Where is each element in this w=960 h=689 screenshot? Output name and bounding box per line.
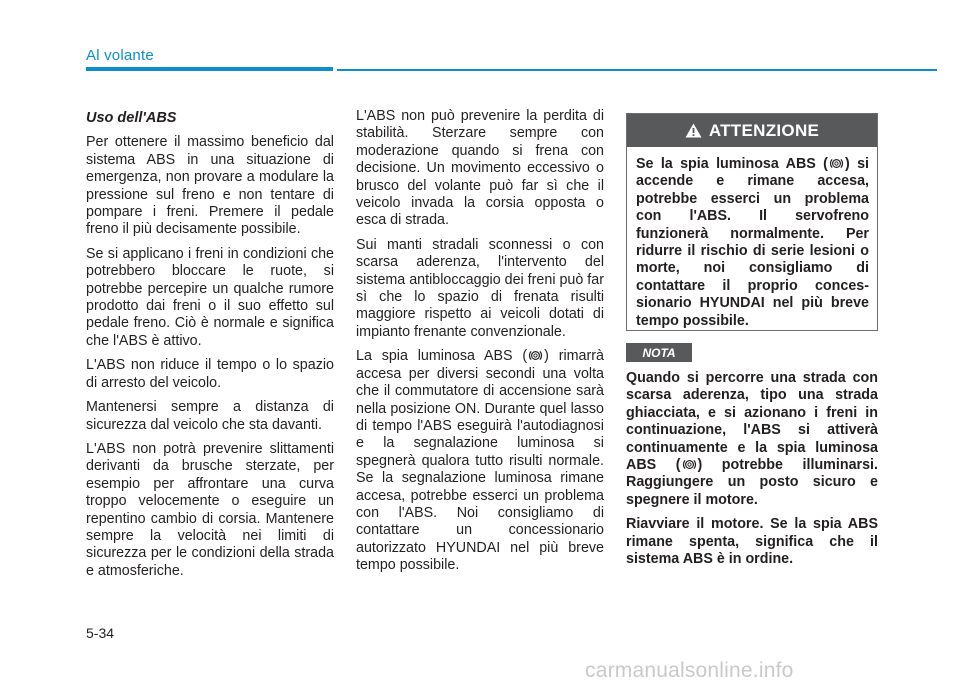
header-rule-thin [337, 69, 937, 71]
text-run: Quando si percorre una strada con scarsa aderenza, tipo una strada ghiacciata, e si azionano i freni in continuazione, l'ABS si attiverà continuamente e la spia luminosa ABS ( [626, 370, 878, 474]
header-rule-thick [86, 67, 333, 71]
column-right [626, 370, 878, 575]
column-middle [356, 108, 604, 582]
paragraph: Riavviare il motore. Se la spia ABS rimane spenta, significa che il sistema ABS è in ordine. [626, 516, 878, 568]
text-run: La spia luminosa ABS ( [356, 348, 528, 365]
paragraph: Se si applicano i freni in condizioni che potrebbero bloccare le ruote, si potrebbe percepire un qualche rumore prodotto dai freni o il suo effetto sul pedale freno. Ciò è normale e significa che l'ABS è attivo. [86, 245, 334, 349]
paragraph [626, 370, 878, 509]
text-run: ) rimarrà accesa per diversi secondi una volta che il commutatore di accensione sarà nella posizione ON. Durante quel lasso di tempo l'ABS eseguirà l'autodiagnosi e la segnalazione luminosa si spegnerà qualora tutto risulti normale. Se la segnalazione luminosa rimane accesa, potrebbe esserci un problema con l'ABS. Noi consigliamo di contattare un concessionario autorizzato HYUNDAI nel più breve tempo possibile. [356, 348, 604, 574]
paragraph: Sui manti stradali sconnessi o con scarsa aderenza, l'intervento del sistema antibloccaggio dei freni può far sì che lo spazio di frenata risulti maggiore rispetto ai veicoli dotati di impianto frenante convenzionale. [356, 236, 604, 340]
watermark: carmanualsonline.info [585, 659, 794, 682]
paragraph [356, 348, 604, 574]
text-run: Se la spia luminosa ABS ( [636, 156, 828, 172]
nota-label: NOTA [626, 343, 692, 362]
text-run: ) potrebbe illuminarsi. Raggiungere un posto sicuro e spegnere il motore. [626, 457, 878, 508]
page-number: 5-34 [86, 625, 115, 641]
abs-warning-icon [829, 156, 844, 171]
paragraph: Mantenersi sempre a distanza di sicurezza dal veicolo che sta davanti. [86, 399, 334, 433]
text-run: ) si accende e rimane accesa, potrebbe esserci un problema con l'ABS. Il servofreno funzionerà normalmente. Per ridurre il rischio di serie lesioni o morte, noi consigliamo di contattare il proprio conces-sionario HYUNDAI nel più breve tempo possibile. [636, 156, 869, 329]
warning-text [627, 147, 877, 330]
warning-box [626, 113, 878, 331]
section-title: Al volante [86, 47, 154, 64]
warning-triangle-icon [685, 123, 702, 138]
abs-warning-icon [682, 457, 697, 472]
paragraph: L'ABS non riduce il tempo o lo spazio di arresto del veicolo. [86, 357, 334, 391]
paragraph: L'ABS non potrà prevenire slittamenti derivanti da brusche sterzate, per esempio per affrontare una curva troppo velocemente o eseguire un repentino cambio di corsia. Mantenere sempre la velocità nei limiti di sicurezza per le condizioni della strada e atmosferiche. [86, 440, 334, 579]
abs-usage-heading: Uso dell'ABS [86, 110, 177, 126]
column-left [86, 110, 334, 587]
warning-title: ATTENZIONE [708, 120, 820, 140]
paragraph: Per ottenere il massimo beneficio dal sistema ABS in una situazione di emergenza, non provare a modulare la pressione sul freno e non tentare di pompare i freni. Premere il pedale freno il più decisamente possibile. [86, 134, 334, 238]
abs-warning-icon [528, 348, 543, 363]
warning-header [627, 114, 877, 147]
paragraph: L'ABS non può prevenire la perdita di stabilità. Sterzare sempre con moderazione quando si frena con decisione. Un movimento eccessivo o brusco del volante può far sì che il veicolo invada la corsia opposta o esca di strada. [356, 108, 604, 229]
